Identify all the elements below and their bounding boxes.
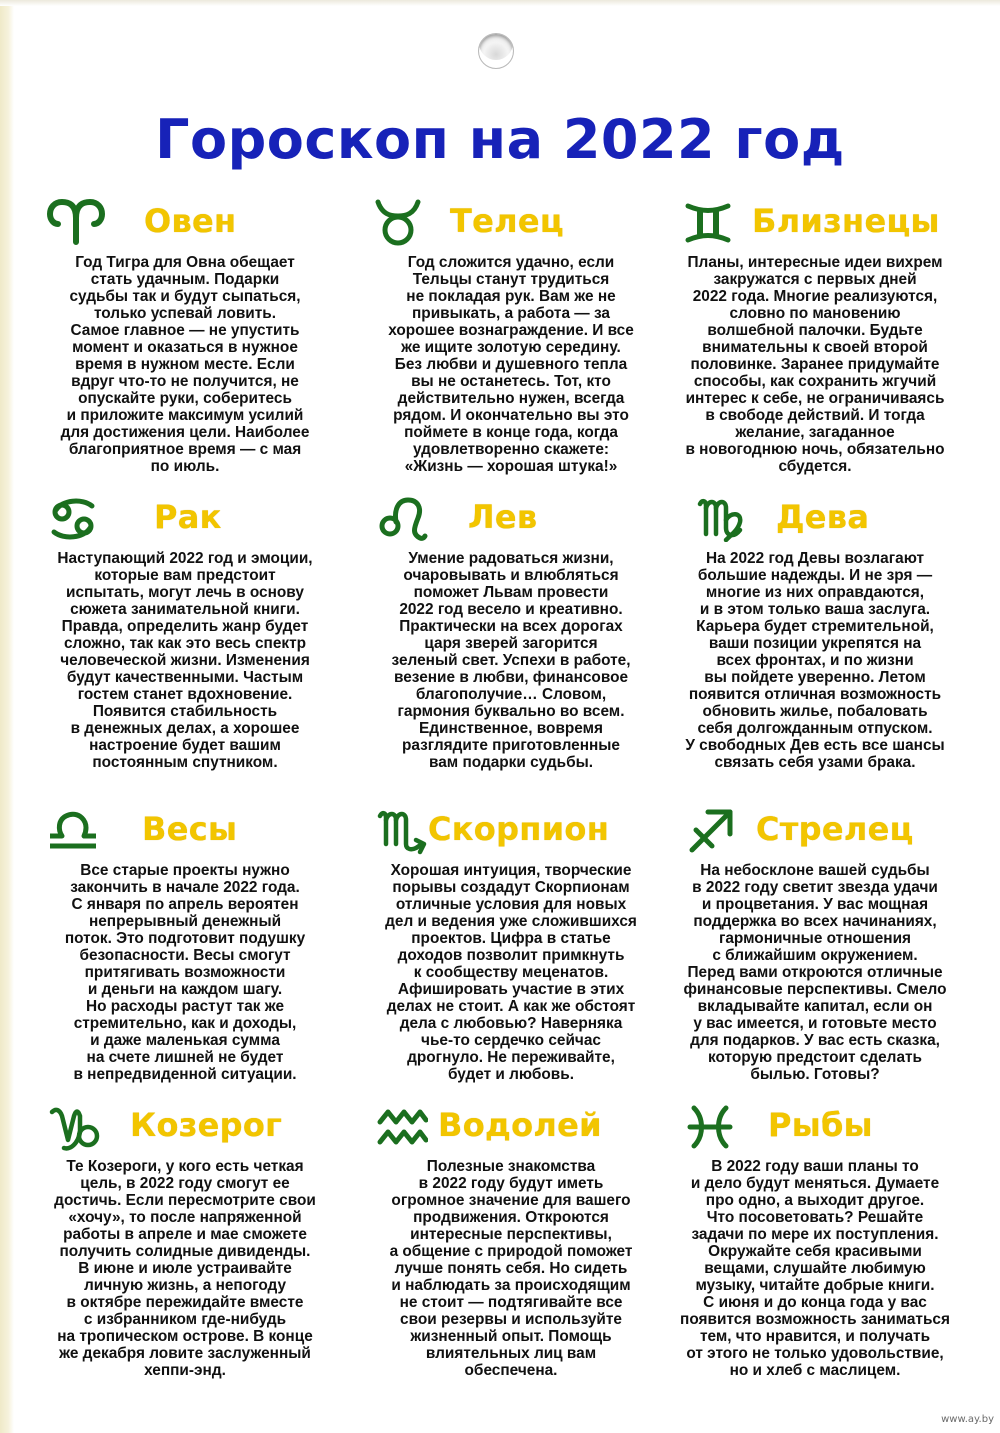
sign-block-virgo [656, 494, 974, 771]
sign-block-leo [352, 494, 670, 771]
sign-block-pisces [656, 1102, 974, 1379]
sign-text: Наступающий 2022 год и эмоции, которые вам предстоит испытать, могут лечь в основу сюжета занимательной книги. Правда, определить жанр будет сложно, так как это весь спектр человеческой жизни. Изменения будут качественными. Частым гостем станет вдохновение. Появится стабильность в денежных делах, а хорошее настроение будет вашим постоянным спутником. [57, 550, 313, 771]
aquarius-icon [376, 1106, 428, 1148]
sign-header [656, 806, 974, 862]
leo-icon [378, 496, 428, 542]
sign-block-scorpio [352, 806, 670, 1083]
sign-block-cancer [26, 494, 344, 771]
sign-name: Козерог [130, 1106, 283, 1144]
watermark: www.ay.by [941, 1414, 994, 1425]
sign-name: Весы [142, 810, 238, 848]
gemini-icon [684, 200, 732, 246]
sign-text: На 2022 год Девы возлагают большие надежды. И не зря — многие из них оправдаются, и в этом только ваша заслуга. Карьера будет стремительной, ваши позиции укрепятся на всех фронтах, и по жизни вы пойдете уверенно. Летом появится отличная возможность обновить жилье, побаловать себя долгожданным отпуском. У свободных Дев есть все шансы связать себя узами брака. [685, 550, 945, 771]
pisces-icon [686, 1104, 734, 1150]
page-title: Гороскоп на 2022 год [155, 108, 845, 171]
sign-text: Все старые проекты нужно закончить в начале 2022 года. С января по апрель вероятен непрерывный денежный поток. Это подготовит подушку безопасности. Весы смогут притягивать возможности и деньги на каждом шагу. Но расходы растут так же стремительно, как и доходы, и даже маленькая сумма на счете лишней не будет в непредвиденной ситуации. [64, 862, 306, 1083]
sign-text: На небосклоне вашей судьбы в 2022 году светит звезда удачи и процветания. У вас мощная поддержка во всех начинаниях, гармоничные отношения с ближайшим окружением. Перед вами откроются отличные финансовые перспективы. Смело вкладывайте капитал, если он у вас имеется, и готовьте место для подарков. У вас есть сказка, которую предстоит сделать былью. Готовы? [683, 862, 947, 1083]
sign-header [26, 494, 344, 550]
sign-header [26, 198, 344, 254]
sign-block-taurus [352, 198, 670, 475]
sign-block-aquarius [352, 1102, 670, 1379]
sign-header [656, 198, 974, 254]
sign-header [26, 1102, 344, 1158]
sign-name: Телец [450, 202, 564, 240]
sign-header [352, 198, 670, 254]
sign-text: Хорошая интуиция, творческие порывы создадут Скорпионам отличные условия для новых дел и ведения уже сложившихся проектов. Цифра в статье доходов позволит примкнуть к сообществу меценатов. Афишировать участие в этих делах не стоит. А как же обстоят дела с любовью? Наверняка чье-то сердечко сейчас дрогнуло. Не переживайте, будет и любовь. [385, 862, 637, 1083]
sign-block-gemini [656, 198, 974, 475]
sign-name: Скорпион [428, 810, 610, 848]
sign-text: В 2022 году ваши планы то и дело будут меняться. Думаете про одно, а выходит другое. Что посоветовать? Решайте задачи по мере их поступления. Окружайте себя красивыми вещами, слушайте любимую музыку, читайте добрые книги. С июня и до конца года у вас появится возможность заниматься тем, что нравится, и получать от этого не только удовольствие, но и хлеб с маслицем. [680, 1158, 950, 1379]
sign-block-sagittarius [656, 806, 974, 1083]
sign-text: Умение радоваться жизни, очаровывать и влюбляться поможет Львам провести 2022 год весело и креативно. Практически на всех дорогах царя зверей загорится зеленый свет. Успехи в работе, везение в любви, финансовое благополучие… Словом, гармония буквально во всем. Единственное, вовремя разглядите приготовленные вам подарки судьбы. [391, 550, 631, 771]
sign-header [26, 806, 344, 862]
sign-text: Год Тигра для Овна обещает стать удачным. Подарки судьбы так и будут сыпаться, только успевай ловить. Самое главное — не упустить момент и оказаться в нужное время в нужном месте. Если вдруг что-то не получится, не опускайте руки, соберитесь и приложите максимум усилий для достижения цели. Наиболее благоприятное время — с мая по июль. [60, 254, 310, 475]
sagittarius-icon [686, 806, 736, 856]
cancer-icon [48, 496, 98, 542]
sign-text: Год сложится удачно, если Тельцы станут трудиться не покладая рук. Вам же не привыкать, а работа — за хорошее вознаграждение. И все же ищите золотую середину. Без любви и душевного тепла вы не останетесь. Тот, кто действительно нужен, всегда рядом. И окончательно вы это поймете в конце года, когда удовлетворенно скажете: «Жизнь — хорошая штука!» [388, 254, 634, 475]
libra-icon [46, 808, 100, 852]
capricorn-icon [48, 1104, 104, 1152]
sign-header [352, 806, 670, 862]
sign-name: Дева [776, 498, 870, 536]
sign-block-aries [26, 198, 344, 475]
sign-name: Стрелец [756, 810, 914, 848]
sign-name: Лев [468, 498, 538, 536]
sign-header [656, 494, 974, 550]
sign-text: Планы, интересные идеи вихрем закружатся с первых дней 2022 года. Многие реализуются, словно по мановению волшебной палочки. Будьте внимательны к своей второй половинке. Заранее придумайте способы, как сохранить жгучий интерес к себе, не ограничиваясь в свободе действий. И тогда желание, загаданное в новогоднюю ночь, обязательно сбудется. [685, 254, 945, 475]
sign-name: Рыбы [768, 1106, 873, 1144]
sign-name: Близнецы [752, 202, 940, 240]
sign-header [352, 494, 670, 550]
taurus-icon [374, 198, 422, 248]
sign-text: Те Козероги, у кого есть четкая цель, в 2022 году смогут ее достичь. Если пересмотрите свои «хочу», то после напряженной работы в апреле и мае сможете получить солидные дивиденды. В июне и июле устраивайте личную жизнь, а непогоду в октябре пережидайте вместе с избранником где-нибудь на тропическом острове. В конце же декабря ловите заслуженный хеппи-энд. [54, 1158, 316, 1379]
punch-hole [478, 33, 514, 69]
sign-header [352, 1102, 670, 1158]
scorpio-icon [376, 806, 432, 856]
sign-block-libra [26, 806, 344, 1083]
page-top-strip [0, 0, 1000, 6]
sign-name: Овен [144, 202, 237, 240]
page-left-edge [0, 0, 14, 1433]
sign-name: Водолей [438, 1106, 602, 1144]
sign-text: Полезные знакомства в 2022 году будут иметь огромное значение для вашего продвижения. Откроются интересные перспективы, а общение с природой поможет лучше понять себя. Но сидеть и наблюдать за происходящим не стоит — подтягивайте все свои резервы и используйте жизненный опыт. Помощь влиятельных лиц вам обеспечена. [389, 1158, 633, 1379]
sign-header [656, 1102, 974, 1158]
sign-block-capricorn [26, 1102, 344, 1379]
virgo-icon [696, 494, 748, 542]
sign-name: Рак [154, 498, 222, 536]
aries-icon [46, 198, 106, 246]
